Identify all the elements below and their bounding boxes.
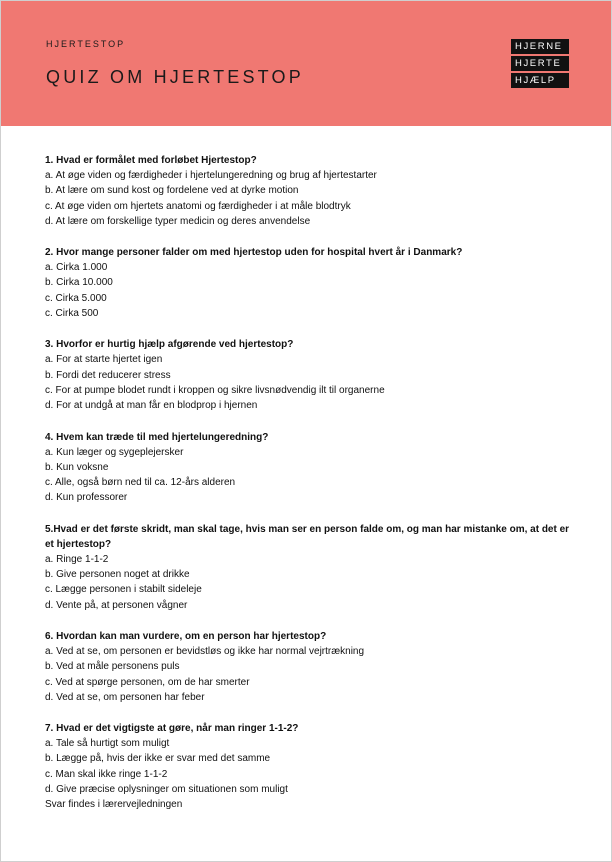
answer-option: c. Ved at spørge personen, om de har smerter — [45, 676, 250, 688]
question-text: 7. Hvad er det vigtigste at gøre, når man ringer 1-1-2? — [45, 723, 299, 735]
answer-option: d. Kun professorer — [45, 492, 128, 504]
answer-option: a. Ringe 1-1-2 — [45, 553, 109, 565]
answer-option: b. Lægge på, hvis der ikke er svar med det samme — [45, 753, 271, 765]
answer-option: b. Ved at måle personens puls — [45, 661, 180, 673]
answer-option: a. Cirka 1.000 — [45, 262, 108, 274]
question-text: 1. Hvad er formålet med forløbet Hjertestop? — [45, 155, 257, 166]
brand-logo — [511, 39, 569, 90]
answer-option: c. Man skal ikke ringe 1-1-2 — [45, 768, 168, 780]
question-text: 2. Hvor mange personer falder om med hjertestop uden for hospital hvert år i Danmark? — [45, 247, 463, 259]
logo-line-2: HJERTE — [511, 56, 569, 71]
answer-option: a. At øge viden og færdigheder i hjertelungeredning og brug af hjertestarter — [45, 170, 377, 181]
page-title: QUIZ OM HJERTESTOP — [46, 67, 304, 87]
answer-option: d. At lære om forskellige typer medicin og deres anvendelse — [45, 215, 311, 227]
question-2 — [45, 245, 575, 321]
answer-option: d. For at undgå at man får en blodprop i hjernen — [45, 400, 258, 412]
answer-option: d. Give præcise oplysninger om situationen som muligt — [45, 784, 288, 796]
question-text: 6. Hvordan kan man vurdere, om en person har hjertestop? — [45, 630, 327, 642]
question-text: 5.Hvad er det første skridt, man skal tage, hvis man ser en person falde om, og man har mistanke om, at det er et hjertestop? — [45, 523, 570, 550]
answer-option: b. Give personen noget at drikke — [45, 569, 190, 581]
answer-option: d. Ved at se, om personen har feber — [45, 691, 205, 703]
answer-option: a. Kun læger og sygeplejersker — [45, 446, 184, 458]
question-7 — [45, 721, 575, 797]
answer-option: b. Fordi det reducerer stress — [45, 369, 171, 381]
answer-key-note: Svar findes i lærervejledningen — [45, 799, 183, 811]
question-1 — [45, 153, 575, 229]
question-3 — [45, 337, 575, 413]
answer-option: b. At lære om sund kost og fordelene ved at dyrke motion — [45, 185, 299, 197]
question-text: 4. Hvem kan træde til med hjertelungeredning? — [45, 431, 269, 443]
answer-option: c. Cirka 500 — [45, 308, 99, 320]
question-text: 3. Hvorfor er hurtig hjælp afgørende ved hjertestop? — [45, 339, 294, 351]
question-4 — [45, 430, 575, 506]
quiz-content — [45, 153, 575, 812]
answer-option: a. Ved at se, om personen er bevidstløs og ikke har normal vejrtrækning — [45, 645, 365, 657]
answer-option: a. Tale så hurtigt som muligt — [45, 738, 170, 750]
logo-line-1: HJERNE — [511, 39, 569, 54]
answer-option: c. Cirka 5.000 — [45, 292, 107, 304]
answer-option: b. Cirka 10.000 — [45, 277, 113, 289]
header-banner — [1, 1, 611, 126]
header-eyebrow: HJERTESTOP — [46, 39, 126, 49]
answer-option: c. At øge viden om hjertets anatomi og færdigheder i at måle blodtryk — [45, 200, 351, 212]
logo-line-3: HJÆLP — [511, 73, 569, 88]
answer-option: c. For at pumpe blodet rundt i kroppen og sikre livsnødvendig ilt til organerne — [45, 384, 385, 396]
answer-option: c. Alle, også børn ned til ca. 12-års alderen — [45, 477, 236, 489]
question-5 — [45, 522, 575, 613]
answer-option: d. Vente på, at personen vågner — [45, 599, 188, 611]
answer-option: c. Lægge personen i stabilt sideleje — [45, 584, 202, 596]
answer-option: b. Kun voksne — [45, 461, 109, 473]
question-6 — [45, 629, 575, 705]
answer-option: a. For at starte hjertet igen — [45, 354, 163, 366]
